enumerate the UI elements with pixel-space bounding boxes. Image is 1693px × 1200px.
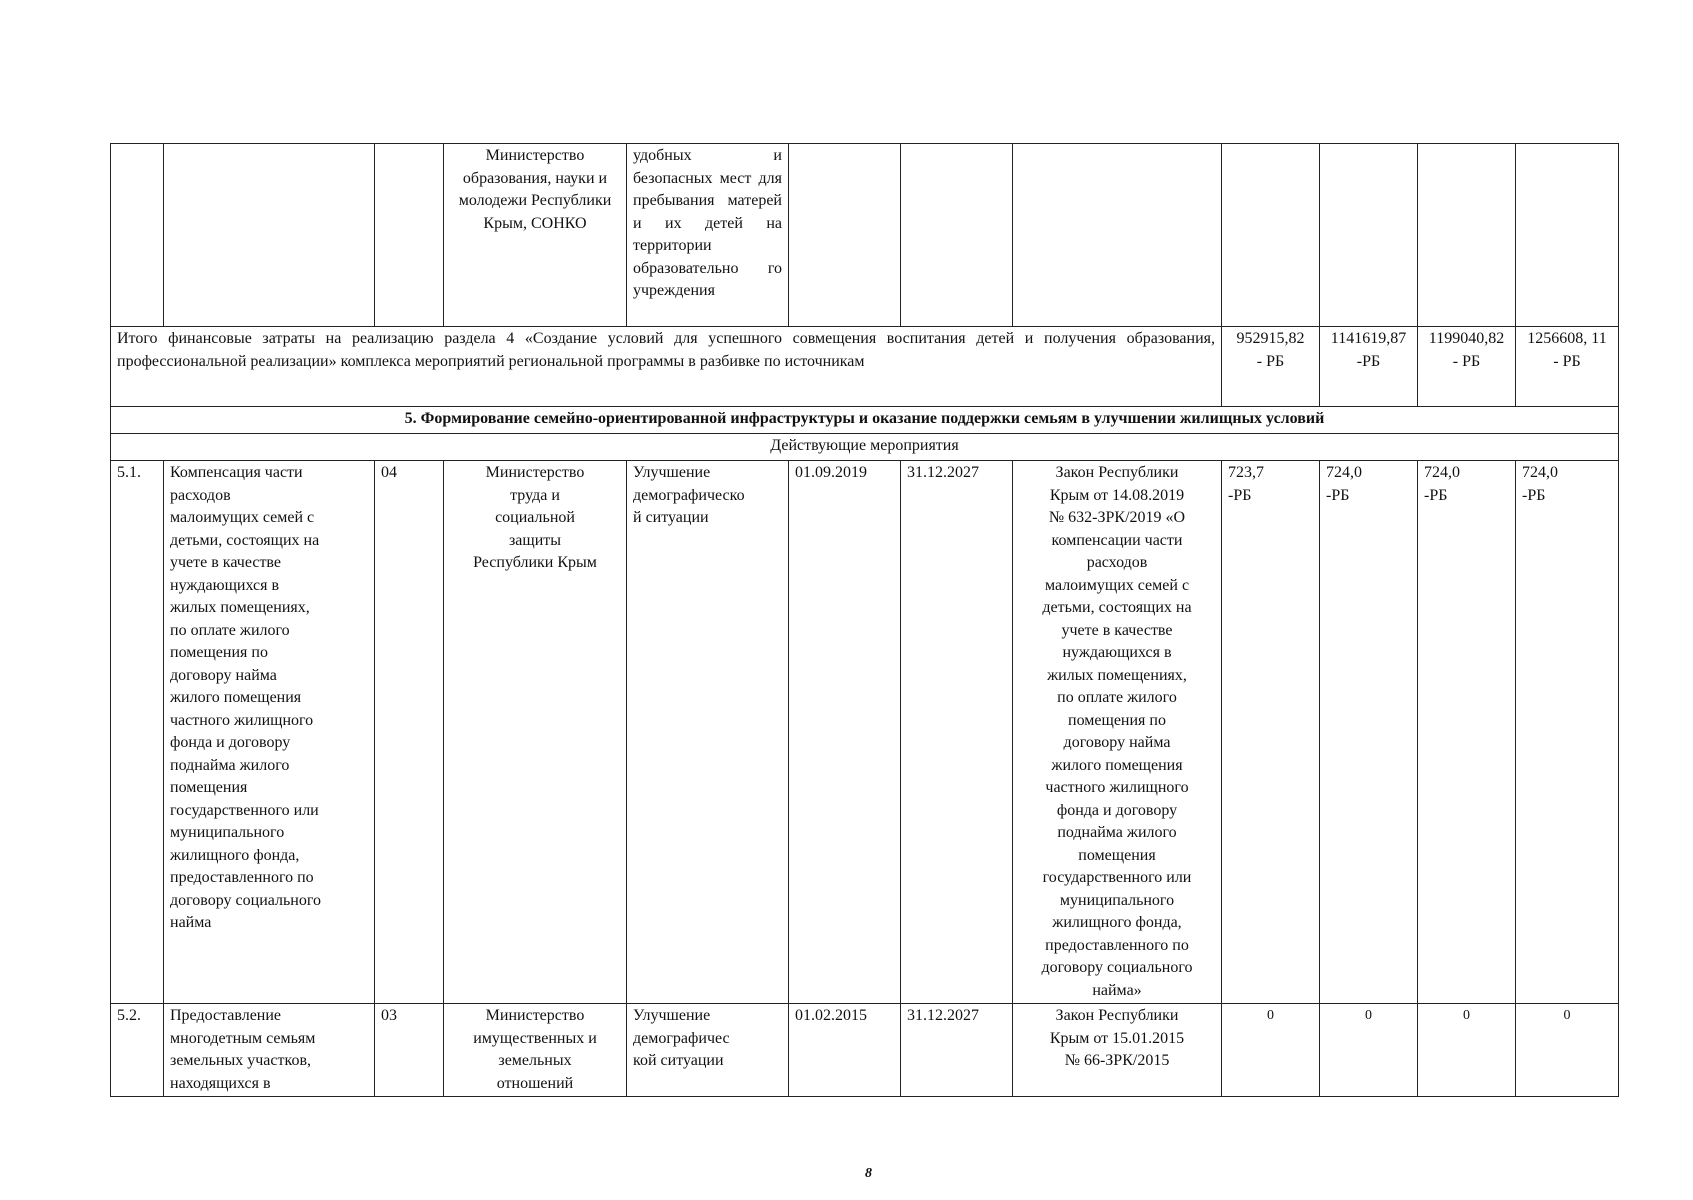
subsection-title: Действующие мероприятия [111,434,1619,461]
table-row [111,461,1619,1004]
funding-value-4: 724,0 -РБ [1516,461,1619,1004]
funding-value-1: 723,7 -РБ [1222,461,1320,1004]
funding-value-2: 724,0 -РБ [1320,461,1418,1004]
start-date: 01.02.2015 [789,1004,901,1097]
executor-cell: Министерство образования, науки и молодежи Республики Крым, СОНКО [444,144,627,327]
executor-cell: Министерство имущественных и земельных отношений [444,1004,627,1097]
program-table [110,143,1619,1097]
funding-value-3: 724,0 -РБ [1418,461,1516,1004]
end-date: 31.12.2027 [901,461,1013,1004]
total-row [111,327,1619,407]
result-cell: Улучшение демографическо й ситуации [627,461,789,1004]
start-date: 01.09.2019 [789,461,901,1004]
total-value-1: 952915,82 - РБ [1222,327,1320,407]
result-cell: Улучшение демографичес кой ситуации [627,1004,789,1097]
measure-name: Предоставление многодетным семьям земельных участков, находящихся в [164,1004,375,1097]
subsection-row [111,434,1619,461]
funding-value-1: 0 [1222,1004,1320,1097]
total-value-4: 1256608, 11 - РБ [1516,327,1619,407]
row-number: 5.2. [111,1004,164,1097]
funding-value-3: 0 [1418,1004,1516,1097]
code-cell: 04 [375,461,444,1004]
total-value-3: 1199040,82 - РБ [1418,327,1516,407]
table-row [111,1004,1619,1097]
total-value-2: 1141619,87 -РБ [1320,327,1418,407]
section-header-row [111,407,1619,434]
row-number: 5.1. [111,461,164,1004]
measure-name: Компенсация части расходов малоимущих семей с детьми, состоящих на учете в качестве нуждающихся в жилых помещениях, по оплате жилого помещения по договору найма жилого помещения частного жилищного фонда и договору поднайма жилого помещения государственного или муниципального жилищного фонда, предоставленного по договору социального найма [164,461,375,1004]
total-text: Итого финансовые затраты на реализацию раздела 4 «Создание условий для успешного совмещения воспитания детей и получения образования, профессиональной реализации» комплекса мероприятий региональной программы в разбивке по источникам [111,327,1222,407]
page-number: 8 [865,1166,872,1181]
funding-value-4: 0 [1516,1004,1619,1097]
executor-cell: Министерство труда и социальной защиты Республики Крым [444,461,627,1004]
code-cell: 03 [375,1004,444,1097]
table-row [111,144,1619,327]
end-date: 31.12.2027 [901,1004,1013,1097]
section-title: 5. Формирование семейно-ориентированной инфраструктуры и оказание поддержки семьям в улучшении жилищных условий [111,407,1619,434]
funding-value-2: 0 [1320,1004,1418,1097]
legal-basis: Закон Республики Крым от 14.08.2019 № 632-ЗРК/2019 «О компенсации части расходов малоимущих семей с детьми, состоящих на учете в качестве нуждающихся в жилых помещениях, по оплате жилого помещения по договору найма жилого помещения частного жилищного фонда и договору поднайма жилого помещения государственного или муниципального жилищного фонда, предоставленного по договору социального найма» [1013,461,1222,1004]
result-cell: удобных и безопасных мест для пребывания матерей и их детей на территории образовательно го учреждения [627,144,789,327]
legal-basis: Закон Республики Крым от 15.01.2015 № 66-ЗРК/2015 [1013,1004,1222,1097]
